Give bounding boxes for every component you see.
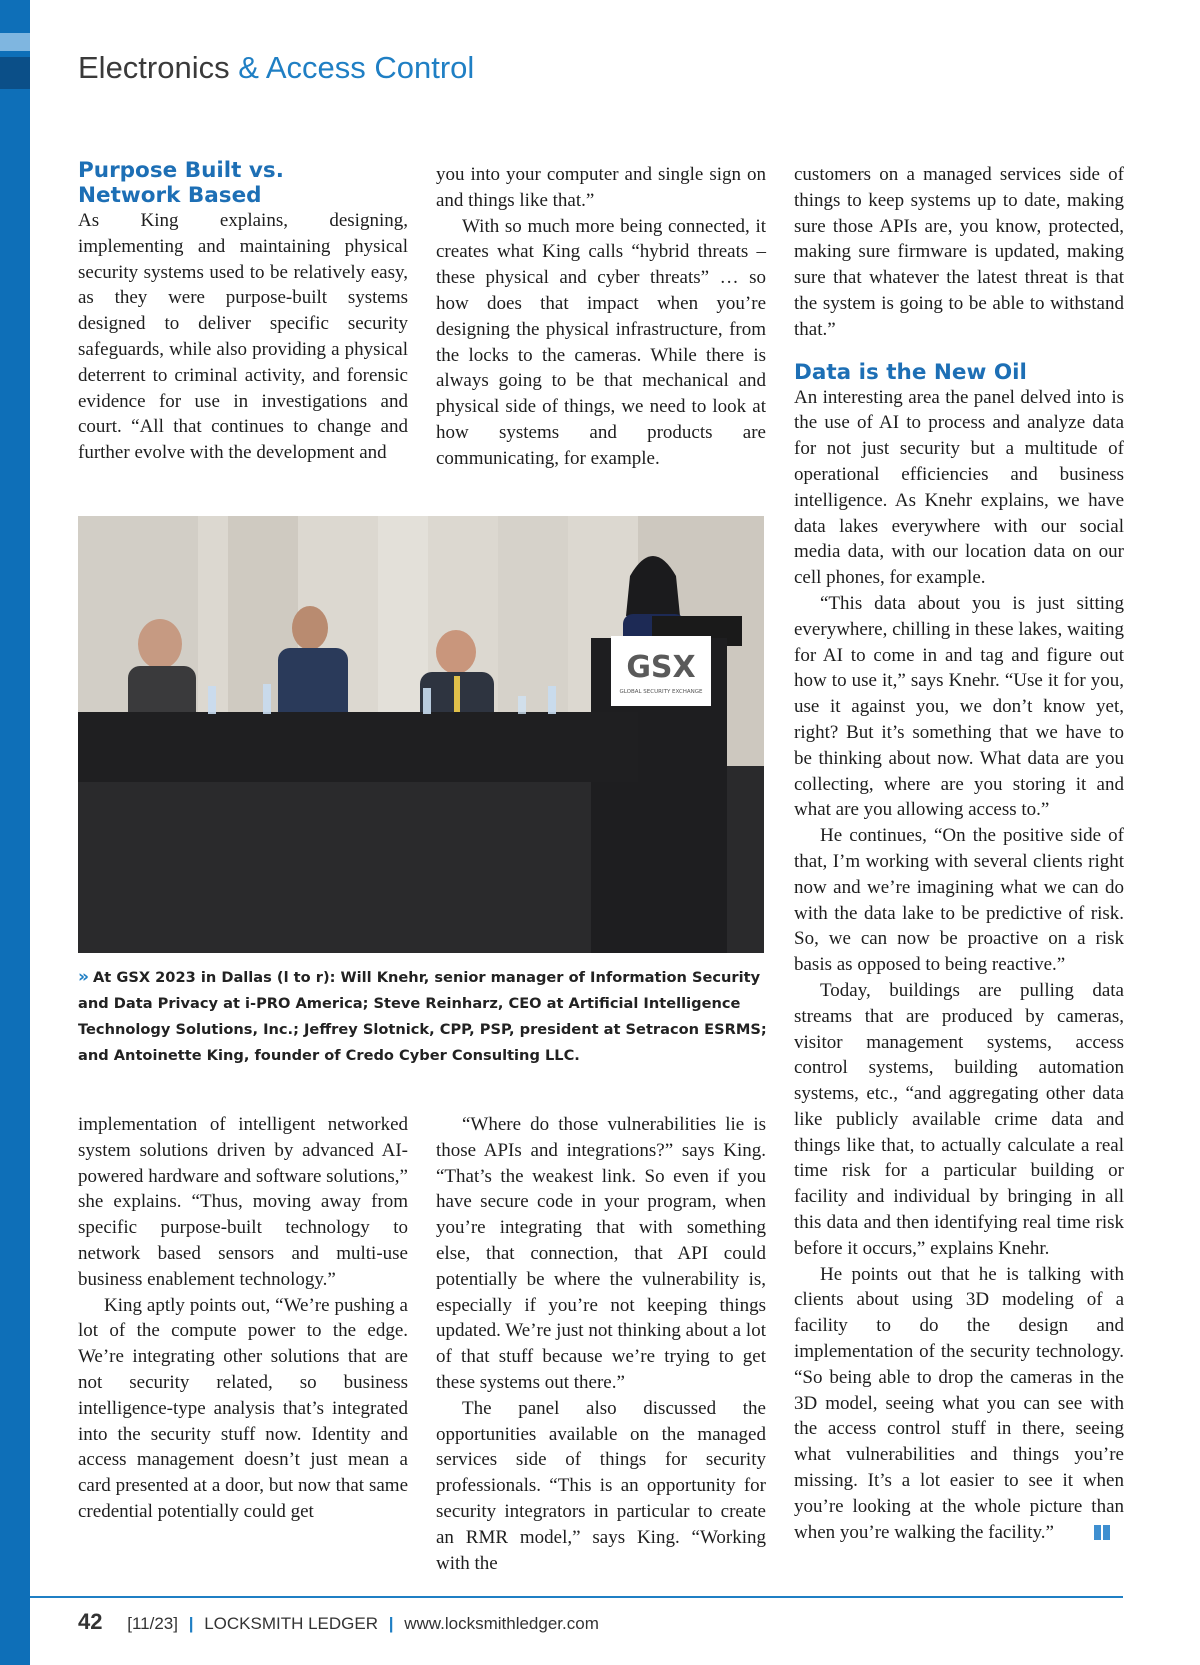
paragraph: “Where do those vulnerabilities lie is those APIs and integrations?” says King. “That’s the weakest link. So even if you have secure code in your program, when you’re integrating that with something else, that connection, that API could potentially be where the vulnerability is, especially if you’re not keeping things updated. We’re just not thinking about a lot of that stuff because we’re trying to get these systems out there.” <box>436 1114 766 1393</box>
footer-separator-icon: | <box>388 1614 394 1633</box>
panel-photo-illustration <box>78 516 764 953</box>
column-1-upper <box>78 158 408 466</box>
column-2-lower <box>436 1112 766 1576</box>
section-name-accent: & Access Control <box>238 50 475 85</box>
chevron-right-icon: » <box>78 967 89 987</box>
issue-date: [11/23] <box>127 1614 178 1633</box>
paragraph: King aptly points out, “We’re pushing a lot of the compute power to the edge. We’re integrating other solutions that are not security related, so business intelligence-type analysis that’s integrated into the security stuff now. Identity and access management doesn’t just mean a card presented at a door, but now that same credential potentially could get <box>78 1294 408 1522</box>
footer-rule <box>30 1596 1123 1598</box>
footer-separator-icon: | <box>188 1614 194 1633</box>
paragraph: The panel also discussed the opportunities available on the managed services side of things for security professionals. “This is an opportunity for security integrators in particular to create an RMR model,” says King. “Working with the <box>436 1397 766 1574</box>
paragraph: implementation of intelligent networked system solutions driven by advanced AI-powered hardware and software solutions,” she explains. “Thus, moving away from specific purpose-built technology to network based sensors and multi-use business enablement technology.” <box>78 1114 408 1290</box>
publication-name: LOCKSMITH LEDGER <box>204 1614 378 1633</box>
header-accent-dark <box>0 57 30 89</box>
paragraph: As King explains, designing, implementing and maintaining physical security systems used to be relatively easy, as they were purpose-built systems designed to deliver specific security safeguards, while also providing a physical deterrent to criminal activity, and forensic evidence for use in investigations and court. “All that continues to change and further evolve with the development and <box>78 210 408 464</box>
page-number: 42 <box>78 1609 103 1634</box>
header-accent-light <box>0 33 30 51</box>
subheading-line-1: Purpose Built vs. <box>78 158 284 183</box>
subheading-data-oil: Data is the New Oil <box>794 359 1027 385</box>
paragraph: He continues, “On the positive side of that, I’m working with several clients right now and we’re imagining what we can do with the data lake to be predictive of risk. So, we can now be proactive on a risk basis as opposed to being reactive.” <box>794 825 1124 976</box>
end-of-article-icon <box>1068 1522 1112 1548</box>
paragraph: He points out that he is talking with clients about using 3D modeling of a facility to do the design and implementation of the security technology. “So being able to drop the cameras in the 3D model, seeing what you can see with the access control stuff in there, seeing what vulnerabilities and things you’re missing. It’s a lot easier to see it when you’re looking at the whole picture than when you’re walking the facility.” <box>794 1263 1124 1543</box>
page-footer <box>78 1609 599 1635</box>
left-color-bar <box>0 0 30 1665</box>
column-1-lower <box>78 1112 408 1525</box>
podium-tagline-text: GLOBAL SECURITY EXCHANGE <box>619 689 703 695</box>
photo-caption <box>78 964 768 1069</box>
paragraph: customers on a managed services side of things to keep systems up to date, making sure those APIs are, you know, protected, making sure firmware is updated, making sure that whatever the latest threat is that the system is going to be able to withstand that.” <box>794 164 1124 340</box>
subheading-purpose-built <box>78 158 408 208</box>
website-url[interactable]: www.locksmithledger.com <box>404 1614 599 1633</box>
podium-logo-text: GSX <box>626 650 696 685</box>
section-name: Electronics <box>78 50 230 85</box>
paragraph: “This data about you is just sitting everywhere, chilling in these lakes, waiting for AI to come in and tag and figure out how to use it,” says Knehr. “Use it for you, use it against you, we don’t know yet, right? But it’s something that we have to be thinking about now. What data are you collecting, where are you storing it and what are you allowing access to.” <box>794 592 1124 821</box>
paragraph: An interesting area the panel delved into is the use of AI to process and analyze data for not just security but a multitude of operational efficiencies and business intelligence. As Knehr explains, we have data lakes everywhere with our social media data, with our location data on our cell phones, for example. <box>794 386 1124 589</box>
paragraph: With so much more being connected, it creates what King calls “hybrid threats – these physical and cyber threats” … so how does that impact when you’re designing the physical infrastructure, from the locks to the cameras. While there is always going to be that mechanical and physical side of things, we need to look at how systems and products are communicating, for example. <box>436 215 766 469</box>
column-2-upper <box>436 162 766 472</box>
paragraph: you into your computer and single sign on and things like that.” <box>436 164 766 211</box>
section-title <box>78 50 474 86</box>
paragraph: Today, buildings are pulling data streams that are produced by cameras, visitor management systems, access control systems, building automation systems, etc., “and aggregating other data like publicly available crime data and things like that, to actually calculate a real time risk for a particular building or facility and individual by bringing in all this data and then identifying real time risk before it occurs,” explains Knehr. <box>794 979 1124 1259</box>
panel-photo <box>78 516 764 953</box>
column-3 <box>794 162 1124 1547</box>
caption-text: At GSX 2023 in Dallas (l to r): Will Knehr, senior manager of Information Security and Data Privacy at i-PRO America; Steve Reinharz, CEO at Artificial Intelligence Technology Solutions, Inc.; Jeffrey Slotnick, CPP, PSP, president at Setracon ESRMS; and Antoinette King, founder of Credo Cyber Consulting LLC. <box>78 969 767 1064</box>
subheading-line-2: Network Based <box>78 183 262 208</box>
